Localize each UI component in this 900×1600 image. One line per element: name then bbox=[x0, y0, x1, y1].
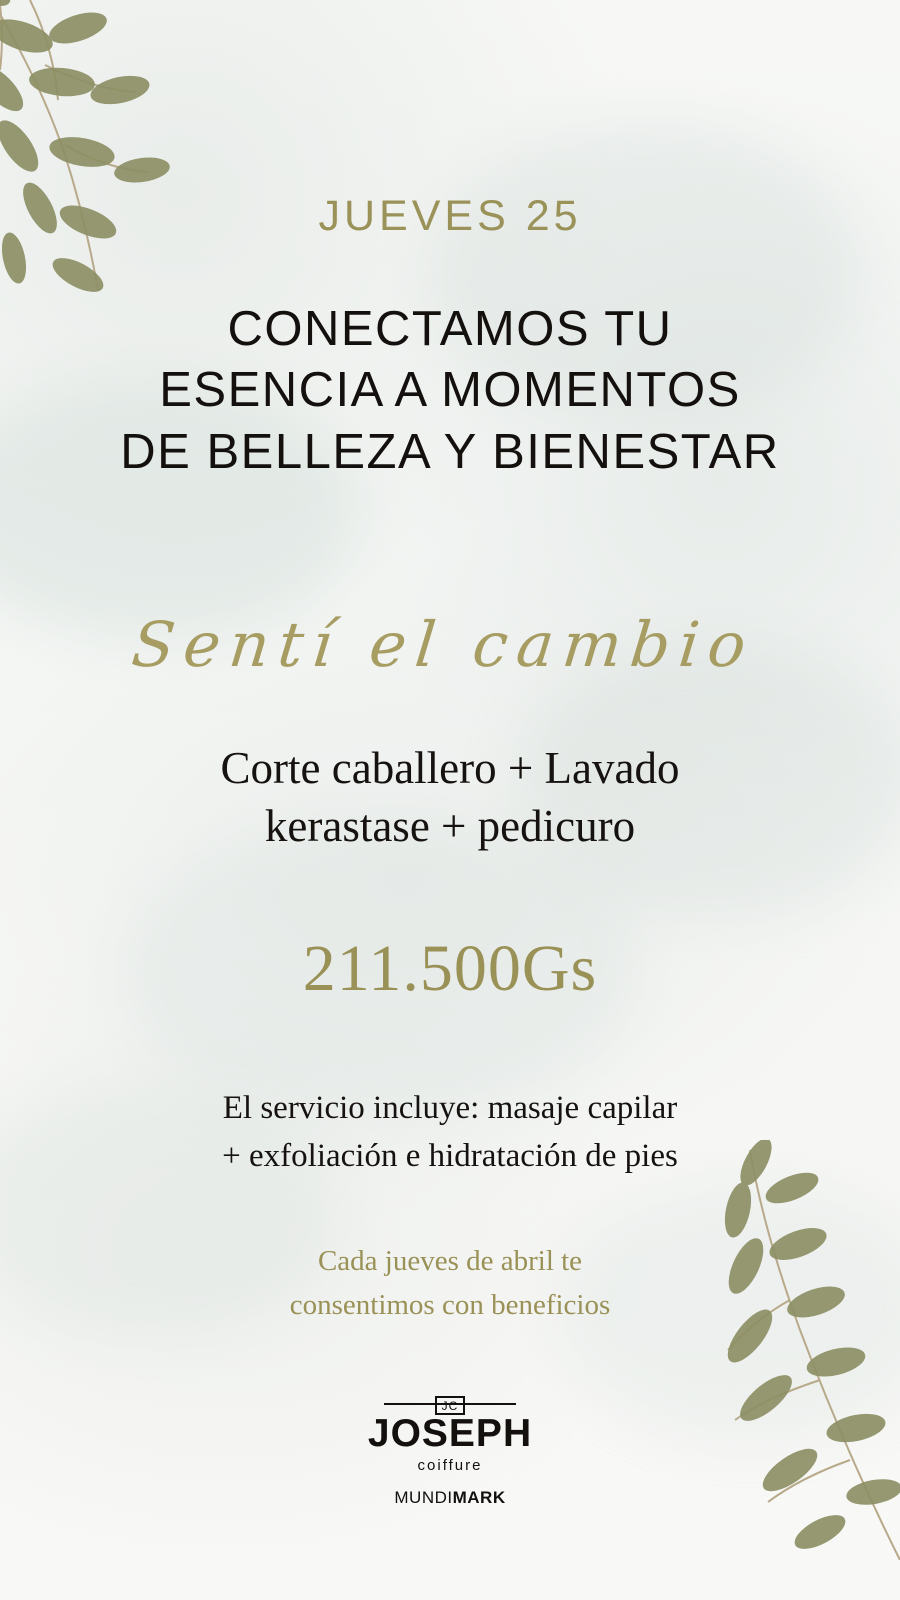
logo-monogram: JC bbox=[435, 1396, 466, 1415]
brand-prefix: MUNDI bbox=[394, 1488, 453, 1507]
logo-block bbox=[0, 1393, 900, 1508]
includes-line-2: + exfoliación e hidratación de pies bbox=[222, 1137, 678, 1174]
headline-line-2: ESENCIA A MOMENTOS bbox=[159, 363, 741, 418]
headline bbox=[0, 241, 900, 483]
promo-line-1: Cada jueves de abril te bbox=[317, 1245, 583, 1278]
brand-mundimark bbox=[0, 1488, 900, 1508]
script-tagline: Sentí el cambio bbox=[128, 607, 759, 681]
service-line-2: kerastase + pedicuro bbox=[264, 801, 636, 852]
promo-note bbox=[0, 1180, 900, 1327]
service-description bbox=[0, 681, 900, 856]
logo-name: JOSEPH bbox=[367, 1412, 533, 1455]
logo-monogram-mark bbox=[384, 1393, 516, 1413]
logo-subtitle: coiffure bbox=[417, 1457, 483, 1474]
service-line-1: Corte caballero + Lavado bbox=[220, 742, 680, 793]
includes-line-1: El servicio incluye: masaje capilar bbox=[222, 1089, 678, 1126]
date-label: JUEVES 25 bbox=[318, 192, 582, 240]
promo-line-2: consentimos con beneficios bbox=[289, 1288, 611, 1321]
price-label: 211.500Gs bbox=[302, 931, 598, 1005]
headline-line-1: CONECTAMOS TU bbox=[227, 302, 673, 356]
includes-description bbox=[0, 1007, 900, 1181]
headline-line-3: DE BELLEZA Y BIENESTAR bbox=[120, 424, 780, 479]
brand-suffix: MARK bbox=[452, 1488, 506, 1507]
